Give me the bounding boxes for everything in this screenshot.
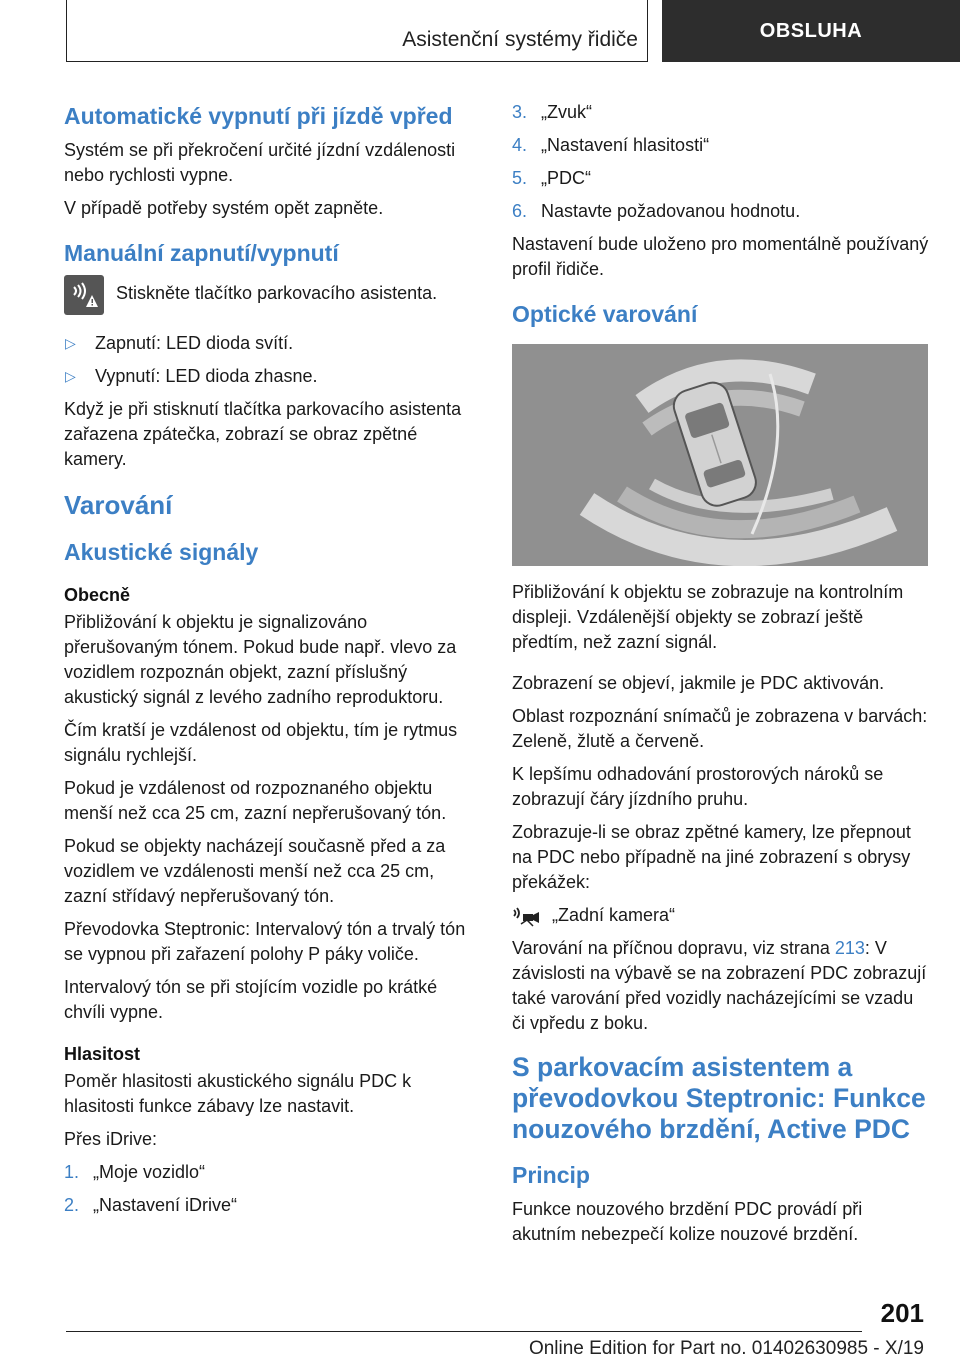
- paragraph: Funkce nouzového brzdění PDC provádí při akutním nebezpečí kolize nouzové brzdění.: [512, 1199, 863, 1244]
- paragraph: Poměr hlasitosti akustického signálu PDC k hlasitosti funkce zábavy lze nastavit.: [64, 1071, 412, 1116]
- paragraph: Pokud je vzdálenost od rozpoznaného objektu menší než cca 25 cm, zazní nepřerušovaný tón.: [64, 778, 447, 823]
- button-instruction: [64, 275, 482, 315]
- heading-general: Obecně: [64, 585, 131, 605]
- footer-divider: [66, 1331, 862, 1332]
- list-item: ▷ Zapnutí: LED dioda svítí.: [64, 331, 482, 356]
- paragraph: Stiskněte tlačítko parkovacího asistenta.: [116, 283, 438, 303]
- paragraph: Čím kratší je vzdálenost od objektu, tím je rytmus signálu rychlejší.: [64, 720, 458, 765]
- paragraph: Převodovka Steptronic: Intervalový tón a trvalý tón se vypnou při zařazení polohy P páky voliče.: [64, 919, 466, 964]
- heading-active-pdc: S parkovacím asistentem a převodovkou Steptronic: Funkce nouzového brzdění, Active PDC: [512, 1052, 926, 1144]
- heading-acoustic: Akustické signály: [64, 539, 259, 565]
- header-chapter-tab: OBSLUHA: [662, 0, 960, 62]
- paragraph: Systém se při překročení určité jízdní vzdálenosti nebo rychlosti vypne.: [64, 140, 456, 185]
- paragraph: Intervalový tón se při stojícím vozidle po krátké chvíli vypne.: [64, 977, 438, 1022]
- numbered-step: 3. „Zvuk“: [512, 102, 592, 122]
- page-number: 201: [880, 1298, 924, 1328]
- numbered-step: 1. „Moje vozidlo“: [64, 1162, 206, 1182]
- heading-volume: Hlasitost: [64, 1044, 141, 1064]
- triangle-bullet-icon: ▷: [65, 368, 76, 384]
- camera-option: „Zadní kamera“: [512, 903, 930, 928]
- footer-edition: Online Edition for Part no. 01402630985 - X/19: [528, 1338, 924, 1359]
- paragraph: Přibližování k objektu se zobrazuje na kontrolním displeji. Vzdálenější objekty se zobrazí ještě předtím, než zazní signál.: [512, 582, 904, 652]
- heading-manual: Manuální zapnutí/vypnutí: [64, 240, 339, 266]
- numbered-step: 6. Nastavte požadovanou hodnotu.: [512, 201, 801, 221]
- page-reference-link[interactable]: 213: [834, 938, 865, 958]
- paragraph: K lepšímu odhadování prostorových nároků se zobrazují čáry jízdního pruhu.: [512, 764, 884, 809]
- paragraph: Zobrazení se objeví, jakmile je PDC aktivován.: [512, 673, 885, 693]
- paragraph: Nastavení bude uloženo pro momentálně používaný profil řidiče.: [512, 234, 929, 279]
- paragraph: V případě potřeby systém opět zapněte.: [64, 198, 384, 218]
- paragraph: Oblast rozpoznání snímačů je zobrazena v barvách: Zeleně, žlutě a červeně.: [512, 706, 928, 751]
- header-section-title: Asistenční systémy řidiče: [402, 28, 638, 51]
- heading-warning: Varování: [64, 490, 173, 520]
- paragraph: Přes iDrive:: [64, 1129, 158, 1149]
- heading-principle: Princip: [512, 1162, 590, 1188]
- numbered-step: 5. „PDC“: [512, 168, 591, 188]
- pdc-display-illustration: [512, 344, 928, 566]
- numbered-step: 2. „Nastavení iDrive“: [64, 1195, 238, 1215]
- numbered-step: 4. „Nastavení hlasitosti“: [512, 135, 710, 155]
- parking-assistant-button-icon: [64, 275, 104, 315]
- heading-optical: Optické varování: [512, 301, 698, 327]
- rear-camera-icon: [512, 905, 544, 927]
- paragraph: Zobrazuje-li se obraz zpětné kamery, lze přepnout na PDC nebo případně na jiné zobrazení s obrysy překážek:: [512, 822, 911, 892]
- left-column: [64, 100, 482, 1226]
- triangle-bullet-icon: ▷: [65, 335, 76, 351]
- paragraph: Když je při stisknutí tlačítka parkovacího asistenta zařazena zpátečka, zobrazí se obraz zpětné kamery.: [64, 399, 462, 469]
- paragraph: Pokud se objekty nacházejí současně před a za vozidlem ve vzdálenosti menší než cca 25 cm, zazní střídavý nepřerušovaný tón.: [64, 836, 446, 906]
- right-column: [512, 100, 930, 1255]
- heading-auto-off: Automatické vypnutí při jízdě vpřed: [64, 103, 453, 129]
- paragraph: Přibližování k objektu je signalizováno přerušovaným tónem. Pokud bude např. vlevo za vozidlem rozpoznán objekt, zazní příslušný akustický signál z levého zadního reproduktoru.: [64, 612, 457, 707]
- list-item: ▷ Vypnutí: LED dioda zhasne.: [64, 364, 482, 389]
- paragraph: Varování na příčnou dopravu, viz strana 213: V závislosti na výbavě se na zobrazení PDC zobrazují také varování před vozidly nacházejícími se vzadu či vpředu z boku.: [512, 938, 927, 1033]
